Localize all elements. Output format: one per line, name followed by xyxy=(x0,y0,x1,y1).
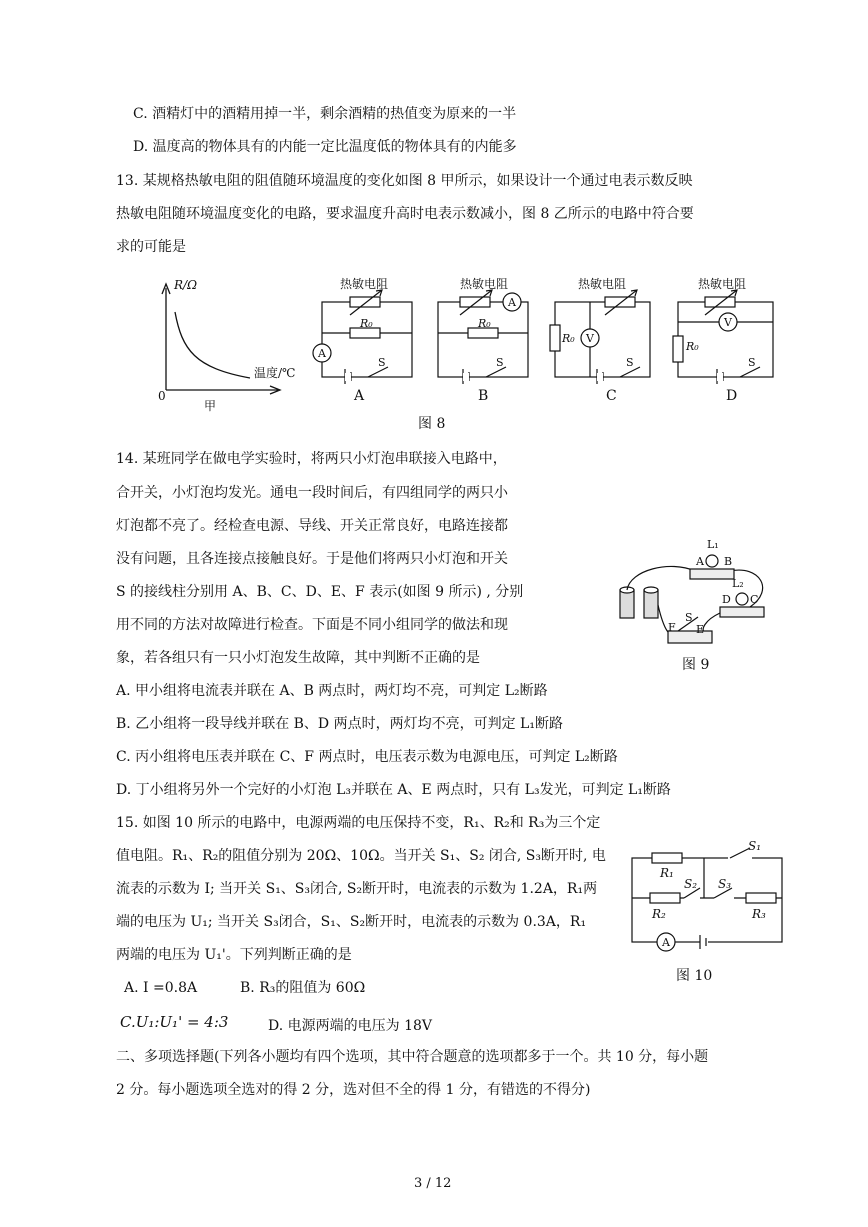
figure-8 xyxy=(150,270,790,435)
fig10-s2: S₂ xyxy=(684,877,698,891)
graph-caption: 甲 xyxy=(204,399,217,413)
q14-line4: 没有问题，且各连接点接触良好。于是他们将两只小灯泡和开关 xyxy=(116,551,508,567)
circuit-a xyxy=(313,290,412,384)
q14-option-b: B. 乙小组将一段导线并联在 B、D 两点时，两灯均不亮，可判定 L₁断路 xyxy=(116,716,563,732)
option-d-q12: D. 温度高的物体具有的内能一定比温度低的物体具有的内能多 xyxy=(133,139,517,155)
q15-line1: 15. 如图 10 所示的电路中，电源两端的电压保持不变，R₁、R₂和 R₃为三个定 xyxy=(116,815,601,831)
fig10-r3: R₃ xyxy=(752,907,766,921)
circuit-c-thermistor-label: 热敏电阻 xyxy=(578,277,627,291)
figure-9 xyxy=(610,535,790,680)
circuit-d-thermistor-label: 热敏电阻 xyxy=(698,277,747,291)
q14-option-c: C. 丙小组将电压表并联在 C、F 两点时，电压表示数为电源电压，可判定 L₂断路 xyxy=(116,749,618,765)
fig10-r1: R₁ xyxy=(660,866,674,880)
q14-line6: 用不同的方法对故障进行检查。下面是不同小组同学的做法和现 xyxy=(116,617,508,633)
circuit-a-letter: A xyxy=(354,388,365,404)
q15-option-d: D. 电源两端的电压为 18V xyxy=(268,1018,433,1034)
fig9-f: F xyxy=(668,621,676,634)
q15-option-b: B. R₃的阻值为 60Ω xyxy=(240,980,366,996)
section2-line1: 二、多项选择题(下列各小题均有四个选项，其中符合题意的选项都多于一个。共 10 分，每小题 xyxy=(116,1049,709,1065)
figure-9-caption: 图 9 xyxy=(682,657,710,673)
q14-line1: 14. 某班同学在做电学实验时，将两只小灯泡串联接入电路中， xyxy=(116,451,507,467)
option-c-q12: C. 酒精灯中的酒精用掉一半，剩余酒精的热值变为原来的一半 xyxy=(133,106,517,122)
q14-line7: 象，若各组只有一只小灯泡发生故障，其中判断不正确的是 xyxy=(116,650,480,666)
q14-option-a: A. 甲小组将电流表并联在 A、B 两点时，两灯均不亮，可判定 L₂断路 xyxy=(116,683,548,699)
figure-10-caption: 图 10 xyxy=(676,968,713,984)
figure-8-caption: 图 8 xyxy=(418,416,446,432)
q15-line4: 端的电压为 U₁; 当开关 S₃闭合，S₁、S₂断开时，电流表的示数为 0.3A，R₁ xyxy=(116,914,587,930)
q15-line2: 值电阻。R₁、R₂的阻值分别为 20Ω、10Ω。当开关 S₁、S₂ 闭合, S₃断开时, 电 xyxy=(116,848,606,864)
circuit-b-ammeter: A xyxy=(508,296,516,309)
graph-xlabel: 温度/℃ xyxy=(254,366,296,380)
circuit-a-r0: R₀ xyxy=(360,317,373,330)
section2-line2: 2 分。每小题选项全选对的得 2 分，选对但不全的得 1 分，有错选的不得分) xyxy=(116,1082,591,1098)
circuit-b-switch: S xyxy=(496,356,504,369)
circuit-a-switch: S xyxy=(378,356,386,369)
fig10-ammeter: A xyxy=(662,936,670,949)
figure-10 xyxy=(628,840,788,985)
q13-line1: 13. 某规格热敏电阻的阻值随环境温度的变化如图 8 甲所示，如果设计一个通过电表示数反映 xyxy=(116,173,693,189)
q14-option-d: D. 丁小组将另外一个完好的小灯泡 L₃并联在 A、E 两点时，只有 L₃发光，可判定 L₁断路 xyxy=(116,782,671,798)
circuit-d-letter: D xyxy=(726,388,738,404)
circuit-d-r0: R₀ xyxy=(686,340,699,353)
circuit-d-switch: S xyxy=(748,356,756,369)
fig9-l1: L₁ xyxy=(707,538,719,551)
graph-ylabel: R/Ω xyxy=(174,278,198,292)
circuit-a-thermistor-label: 热敏电阻 xyxy=(340,277,389,291)
circuit-d xyxy=(673,290,773,384)
fig10-s1: S₁ xyxy=(748,839,762,853)
q14-line5: S 的接线柱分别用 A、B、C、D、E、F 表示(如图 9 所示) , 分别 xyxy=(116,584,524,600)
q13-line2: 热敏电阻随环境温度变化的电路，要求温度升高时电表示数减小，图 8 乙所示的电路中符合要 xyxy=(116,206,694,222)
q13-line3: 求的可能是 xyxy=(116,239,186,255)
circuit-c-voltmeter: V xyxy=(586,332,594,345)
q14-line3: 灯泡都不亮了。经检查电源、导线、开关正常良好，电路连接都 xyxy=(116,518,508,534)
fig9-c: C xyxy=(750,593,759,606)
graph-origin: 0 xyxy=(158,389,166,403)
circuit-b-thermistor-label: 热敏电阻 xyxy=(460,277,509,291)
q14-line2: 合开关，小灯泡均发光。通电一段时间后，有四组同学的两只小 xyxy=(116,485,508,501)
q15-option-c: C.U₁:U₁' = 4:3 xyxy=(120,1013,229,1031)
circuit-d-voltmeter: V xyxy=(724,316,732,329)
circuit-c-r0: R₀ xyxy=(562,332,575,345)
circuit-c-letter: C xyxy=(606,388,617,404)
circuit-a-ammeter: A xyxy=(318,347,326,360)
fig9-e: E xyxy=(696,623,705,636)
fig9-s: S xyxy=(685,611,693,624)
q15-line5: 两端的电压为 U₁'。下列判断正确的是 xyxy=(116,947,352,963)
fig9-d: D xyxy=(722,593,731,606)
q15-line3: 流表的示数为 I; 当开关 S₁、S₃闭合, S₂断开时，电流表的示数为 1.2A，R₁两 xyxy=(116,881,598,897)
circuit-b-r0: R₀ xyxy=(478,317,491,330)
fig9-b: B xyxy=(724,555,733,568)
page-number: 3 / 12 xyxy=(414,1176,452,1191)
fig9-a: A xyxy=(696,555,704,568)
fig10-s3: S₃ xyxy=(718,877,732,891)
fig10-r2: R₂ xyxy=(652,907,666,921)
circuit-c-switch: S xyxy=(626,356,634,369)
q15-option-a: A. I =0.8A xyxy=(124,980,198,996)
fig9-l2: L₂ xyxy=(732,577,744,590)
circuit-b-letter: B xyxy=(478,388,489,404)
